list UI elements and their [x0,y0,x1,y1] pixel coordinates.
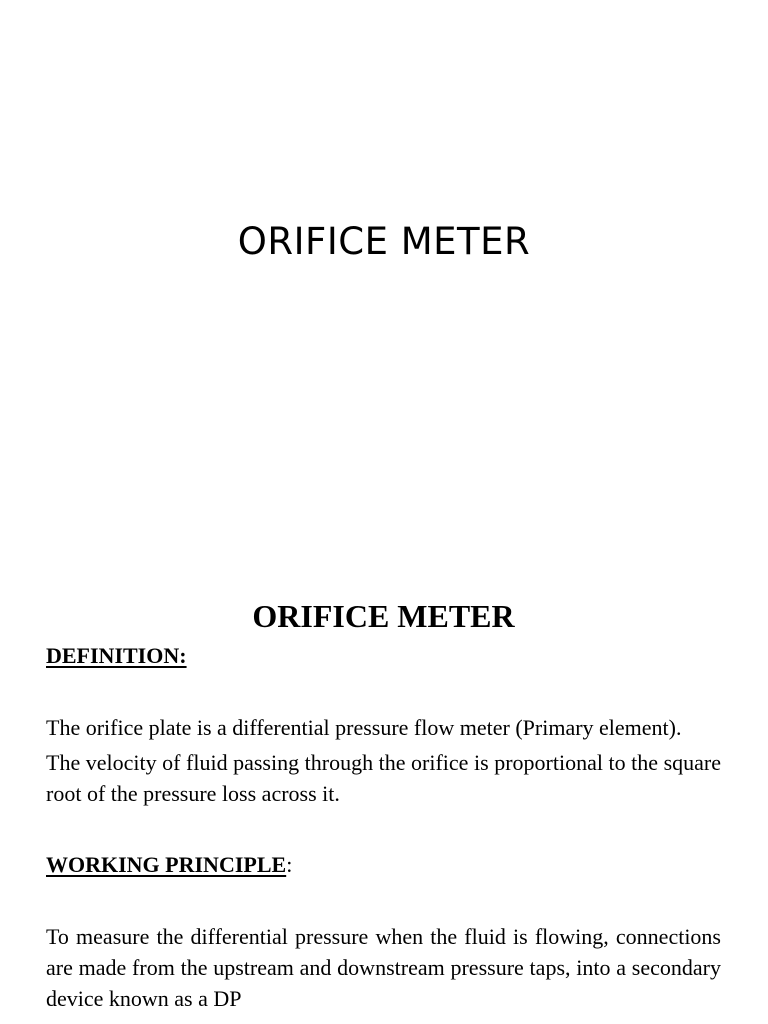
spacer [46,809,721,849]
document-body [46,594,721,1014]
definition-heading [46,640,721,671]
definition-heading-label: DEFINITION: [46,643,187,668]
definition-paragraph-2: The velocity of fluid passing through the orifice is proportional to the square root of the pressure loss across it. [46,750,721,806]
working-principle-heading-suffix: : [286,852,293,877]
working-principle-paragraph-1: To measure the differential pressure when the fluid is flowing, connections are made from the upstream and downstream pressure taps, into a secondary device known as a DP [46,924,721,1011]
definition-paragraph-1: The orifice plate is a differential pressure flow meter (Primary element). [46,715,682,740]
cover-title: ORIFICE METER [237,220,531,263]
working-principle-heading-label: WORKING PRINCIPLE [46,852,287,877]
working-principle-heading [46,849,721,880]
spacer [46,671,721,712]
document-title: ORIFICE METER [252,598,515,634]
spacer [46,880,721,921]
